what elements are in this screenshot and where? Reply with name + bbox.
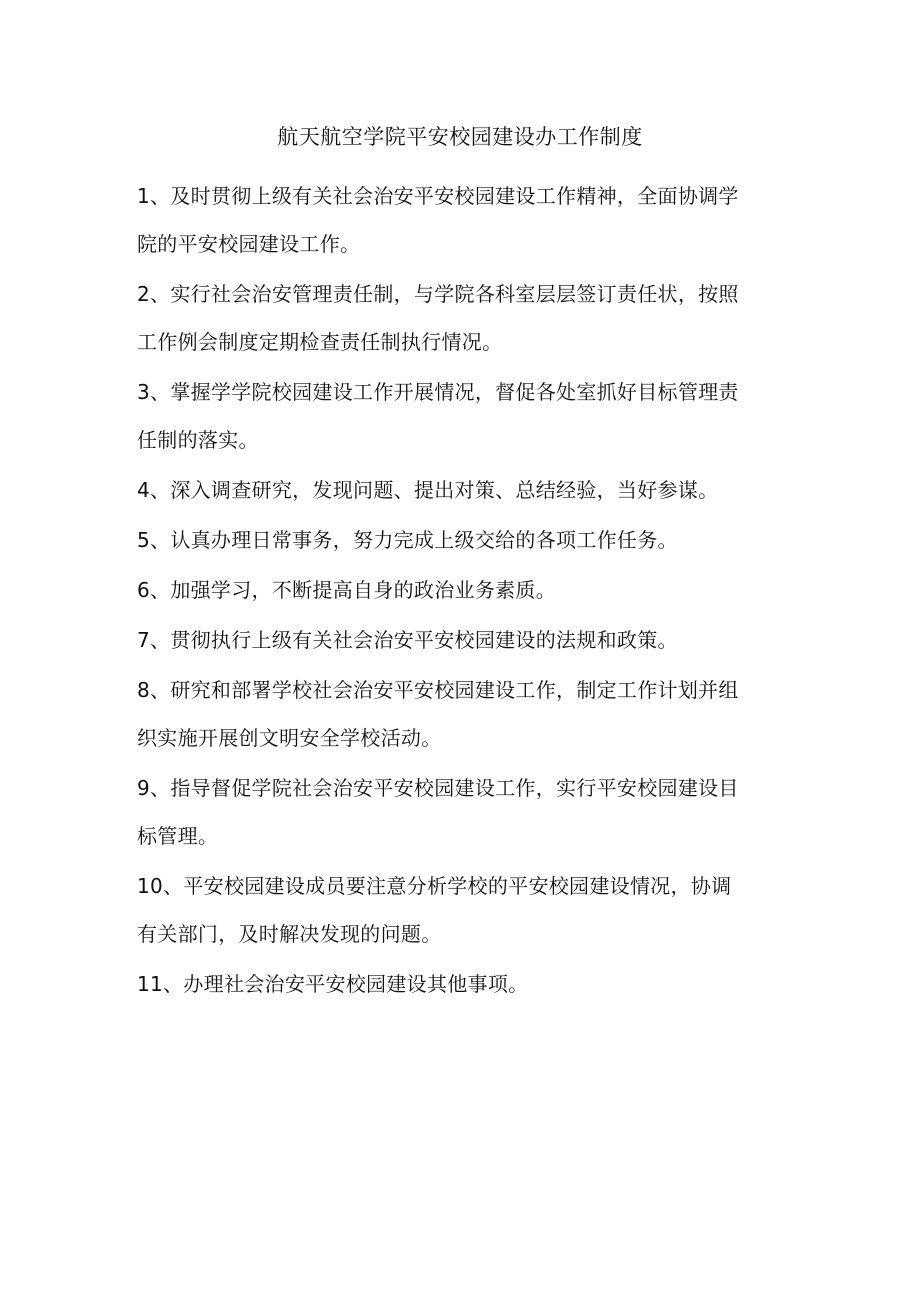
- regulation-item-1-line-1: 1、及时贯彻上级有关社会治安平安校园建设工作精神，全面协调学: [137, 184, 739, 208]
- regulation-item-11: [137, 960, 797, 1008]
- regulation-item-9: [137, 764, 797, 860]
- regulation-item-3-line-1: 3、掌握学学院校园建设工作开展情况，督促各处室抓好目标管理责: [137, 380, 739, 404]
- regulation-item-5: [137, 516, 797, 564]
- regulation-list: [137, 172, 797, 1010]
- regulation-item-10: [137, 862, 797, 958]
- regulation-item-8-line-2: 织实施开展创文明安全学校活动。: [137, 726, 442, 750]
- regulation-item-9-line-1: 9、指导督促学院社会治安平安校园建设工作，实行平安校园建设目: [137, 776, 739, 800]
- regulation-item-3: [137, 368, 797, 464]
- regulation-item-7-line-1: 7、贯彻执行上级有关社会治安平安校园建设的法规和政策。: [137, 628, 678, 652]
- regulation-item-4: [137, 466, 797, 514]
- regulation-item-9-line-2: 标管理。: [137, 824, 219, 848]
- regulation-item-6: [137, 566, 797, 614]
- regulation-item-2-line-1: 2、实行社会治安管理责任制，与学院各科室层层签订责任状，按照: [137, 282, 739, 306]
- regulation-item-10-line-1: 10、平安校园建设成员要注意分析学校的平安校园建设情况，协调: [137, 874, 732, 898]
- regulation-item-6-line-1: 6、加强学习，不断提高自身的政治业务素质。: [137, 578, 557, 602]
- regulation-item-1: [137, 172, 797, 268]
- regulation-item-8-line-1: 8、研究和部署学校社会治安平安校园建设工作，制定工作计划并组: [137, 678, 739, 702]
- regulation-item-4-line-1: 4、深入调查研究，发现问题、提出对策、总结经验，当好参谋。: [137, 478, 719, 502]
- regulation-item-3-line-2: 任制的落实。: [137, 428, 259, 452]
- regulation-item-11-line-1: 11、办理社会治安平安校园建设其他事项。: [137, 972, 529, 996]
- regulation-item-8: [137, 666, 797, 762]
- regulation-item-1-line-2: 院的平安校园建设工作。: [137, 232, 361, 256]
- regulation-item-2-line-2: 工作例会制度定期检查责任制执行情况。: [137, 330, 503, 354]
- regulation-item-7: [137, 616, 797, 664]
- document-title: 航天航空学院平安校园建设办工作制度: [277, 125, 643, 149]
- regulation-item-2: [137, 270, 797, 366]
- regulation-item-5-line-1: 5、认真办理日常事务，努力完成上级交给的各项工作任务。: [137, 528, 678, 552]
- regulation-item-10-line-2: 有关部门，及时解决发现的问题。: [137, 922, 442, 946]
